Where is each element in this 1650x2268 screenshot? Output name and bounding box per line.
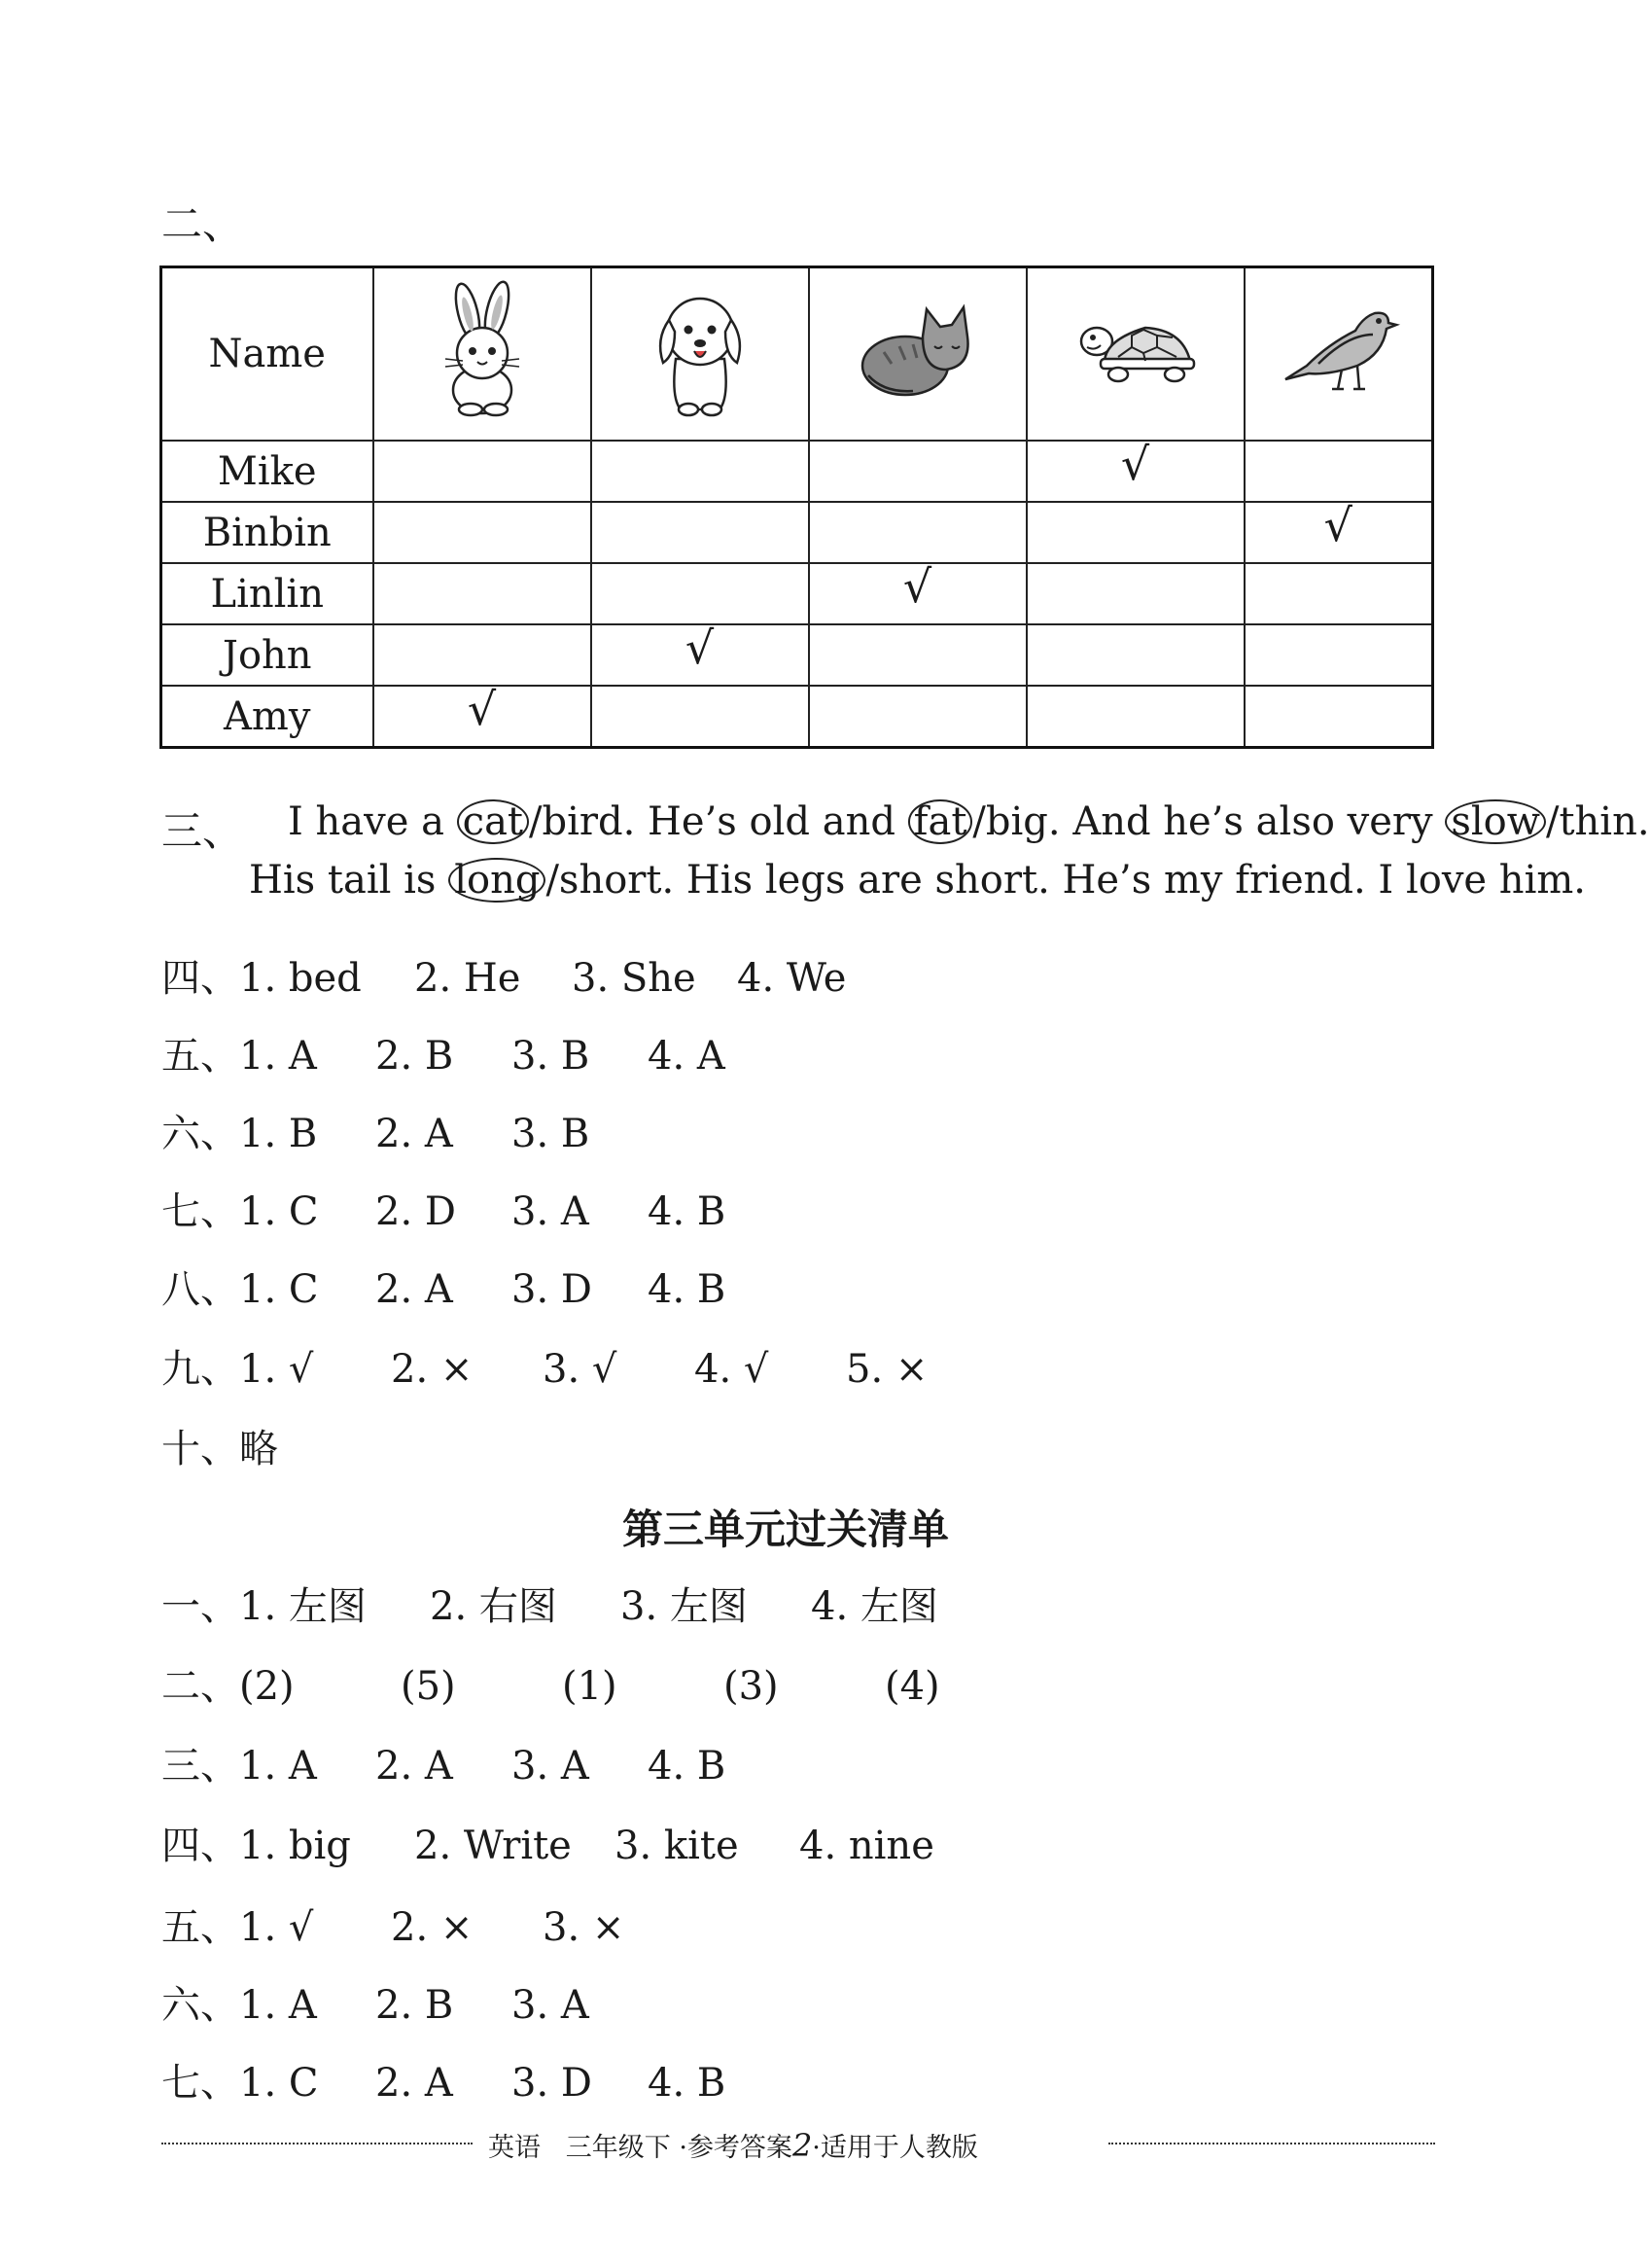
circled-word: fat	[908, 799, 973, 844]
footer-grade: 三年级下	[565, 2133, 671, 2163]
bird-cell	[1245, 267, 1433, 442]
footer-page-number: 2	[791, 2127, 813, 2164]
answer-line: 一、1. 左图 2. 右图 3. 左图 4. 左图	[161, 1584, 938, 1629]
turtle-icon	[1068, 301, 1204, 398]
footer-edition: 适用于人教版	[820, 2133, 978, 2163]
footer-answer-label: 参考答案	[686, 2133, 792, 2163]
table-cell	[591, 441, 809, 502]
rabbit-cell	[373, 267, 591, 442]
bird-icon	[1280, 296, 1396, 403]
passage-text: /short. His legs are short. He’s my friend. I love him.	[545, 858, 1587, 903]
table-row	[161, 441, 1433, 502]
table-cell	[373, 624, 591, 686]
table-header-row	[161, 267, 1433, 442]
table-cell: √	[809, 563, 1027, 624]
answer-line: 六、1. B 2. A 3. B	[161, 1112, 590, 1156]
footer-rule-right	[1108, 2143, 1435, 2144]
circled-word: long	[448, 858, 545, 903]
table-cell: √	[591, 624, 809, 686]
table-cell	[1027, 624, 1245, 686]
passage-text: His tail is	[249, 858, 449, 903]
table-row	[161, 624, 1433, 686]
table-cell: √	[1027, 441, 1245, 502]
answer-line: 五、1. √ 2. × 3. ×	[161, 1905, 625, 1950]
answer-line: 七、1. C 2. A 3. D 4. B	[161, 2061, 726, 2106]
table-cell	[809, 502, 1027, 563]
passage-line-2	[249, 858, 1586, 903]
table-cell	[1245, 563, 1433, 624]
passage-text: /big. And he’s also very	[972, 799, 1446, 844]
table-cell	[1027, 686, 1245, 748]
table-row	[161, 563, 1433, 624]
row-name: John	[161, 624, 373, 686]
table-cell	[591, 563, 809, 624]
cat-icon	[855, 296, 981, 403]
dog-cell	[591, 267, 809, 442]
table-cell	[1027, 502, 1245, 563]
name-header: Name	[161, 267, 373, 442]
answer-line: 二、(2) (5) (1) (3) (4)	[161, 1664, 940, 1709]
table-cell	[809, 624, 1027, 686]
table-cell	[1245, 624, 1433, 686]
table-cell	[373, 563, 591, 624]
section-2-label: 二、	[161, 200, 244, 248]
table-row	[161, 686, 1433, 748]
table-cell	[1245, 686, 1433, 748]
circled-word: cat	[457, 799, 529, 844]
table-cell	[1027, 563, 1245, 624]
table-cell	[809, 441, 1027, 502]
row-name: Binbin	[161, 502, 373, 563]
passage-text: I have a	[288, 799, 457, 844]
row-name: Linlin	[161, 563, 373, 624]
row-name: Amy	[161, 686, 373, 748]
table-cell: √	[1245, 502, 1433, 563]
table-cell	[373, 502, 591, 563]
cat-cell	[809, 267, 1027, 442]
answer-line: 六、1. A 2. B 3. A	[161, 1983, 589, 2028]
table-row	[161, 502, 1433, 563]
answer-line: 八、1. C 2. A 3. D 4. B	[161, 1267, 726, 1312]
table-cell: √	[373, 686, 591, 748]
answer-line: 九、1. √ 2. × 3. √ 4. √ 5. ×	[161, 1347, 929, 1392]
passage-text: /bird. He’s old and	[529, 799, 908, 844]
passage-text: /thin.	[1545, 799, 1650, 844]
table-cell	[1245, 441, 1433, 502]
answer-line: 十、略	[161, 1427, 278, 1471]
answer-line: 七、1. C 2. D 3. A 4. B	[161, 1189, 726, 1234]
table-cell	[591, 502, 809, 563]
pet-table	[159, 266, 1434, 749]
answer-line: 三、1. A 2. A 3. A 4. B	[161, 1744, 726, 1789]
turtle-cell	[1027, 267, 1245, 442]
row-name: Mike	[161, 441, 373, 502]
footer-subject: 英语	[488, 2133, 541, 2163]
table-cell	[373, 441, 591, 502]
footer-rule-left	[161, 2143, 473, 2144]
dog-icon	[642, 281, 758, 417]
answer-line: 五、1. A 2. B 3. B 4. A	[161, 1034, 725, 1079]
table-cell	[809, 686, 1027, 748]
circled-word: slow	[1445, 799, 1546, 844]
footer-text: 英语 三年级下 ·参考答案2·适用于人教版	[488, 2127, 978, 2164]
section-3-label: 三、	[161, 807, 244, 855]
passage-line-1	[288, 799, 1650, 844]
table-cell	[591, 686, 809, 748]
rabbit-icon	[424, 281, 541, 417]
unit-title: 第三单元过关清单	[622, 1506, 950, 1553]
answer-line: 四、1. big 2. Write 3. kite 4. nine	[161, 1824, 934, 1868]
answer-line: 四、1. bed 2. He 3. She 4. We	[161, 956, 847, 1001]
